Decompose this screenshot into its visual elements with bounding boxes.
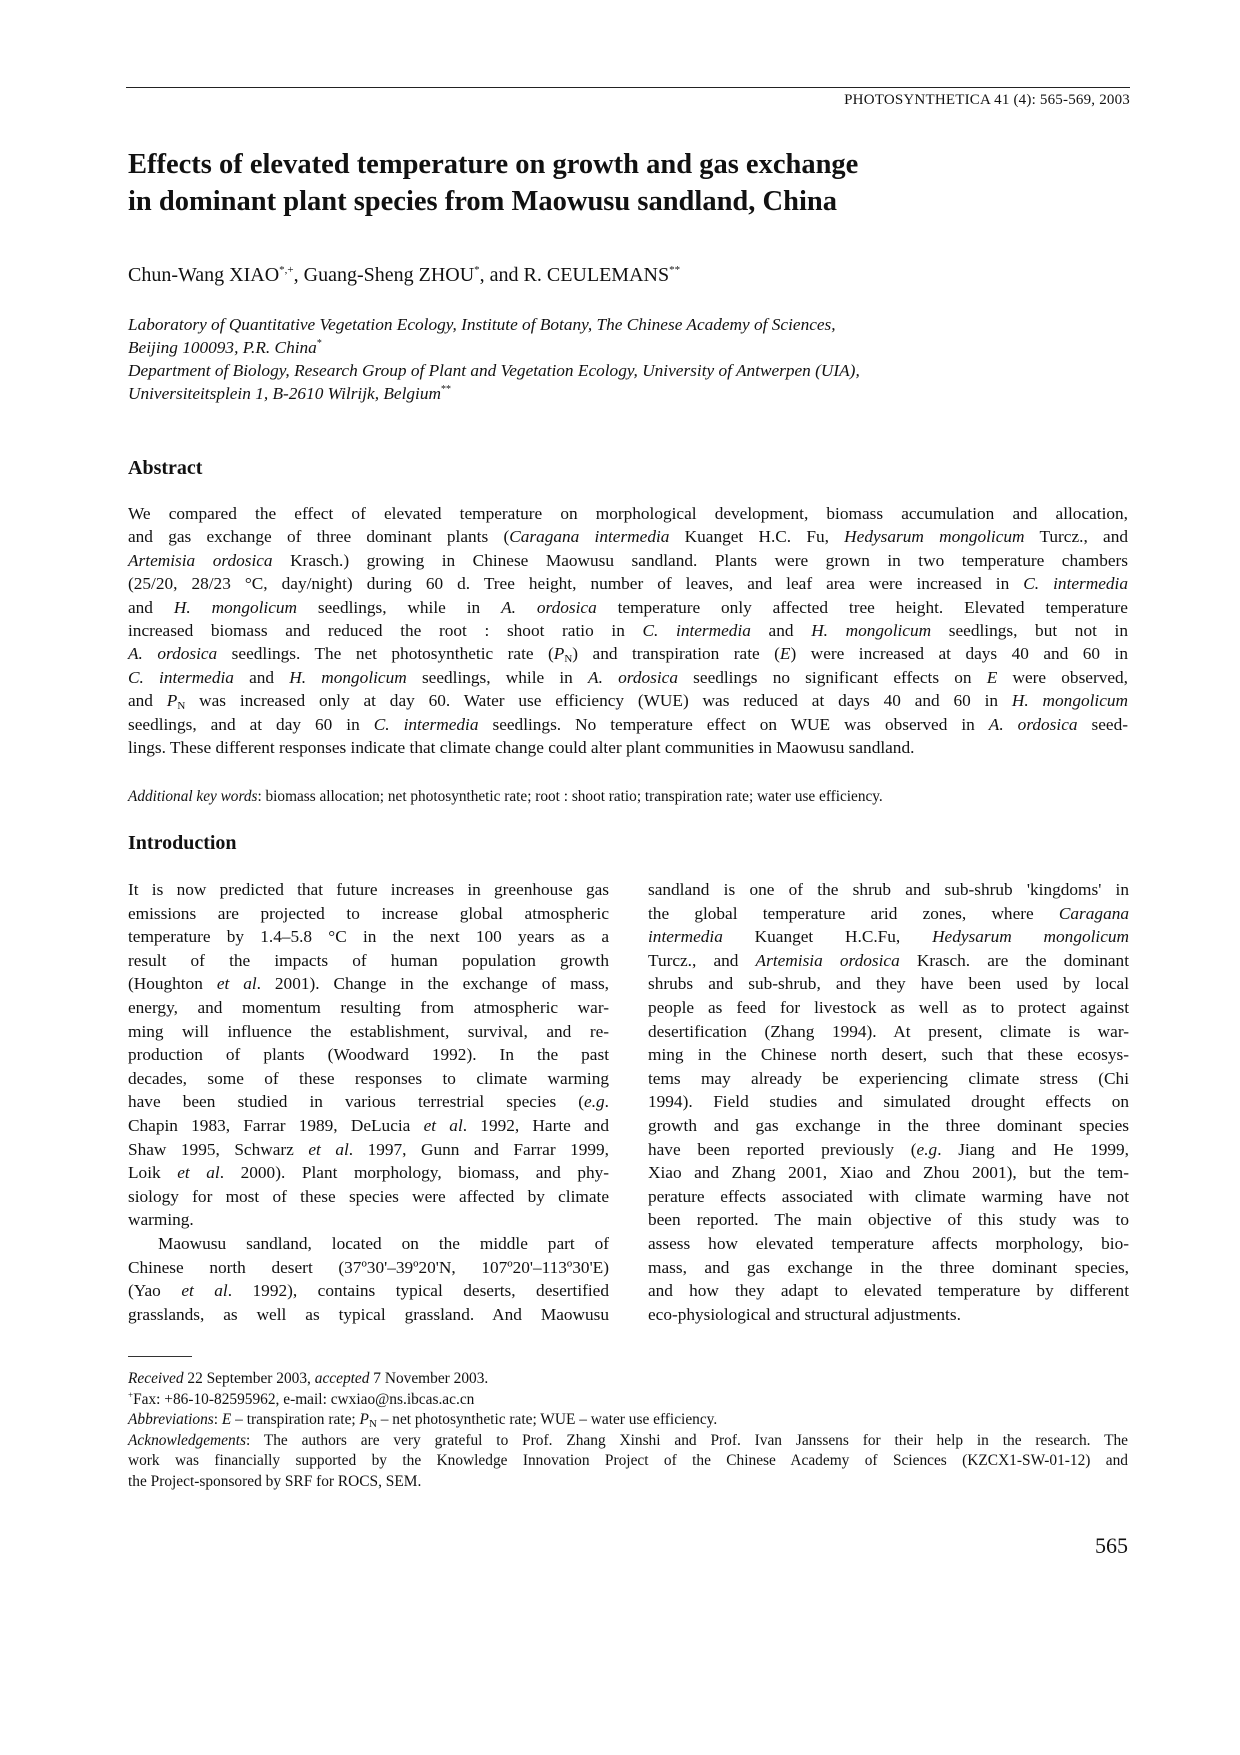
abstract-line: seedlings, and at day 60 in C. intermedia seedlings. No temperature effect on WUE was observed in A. ordosica seed- [128, 714, 1128, 734]
text-line: Loik et al. 2000). Plant morphology, biomass, and phy- [128, 1163, 609, 1183]
text-line: warming. [128, 1210, 194, 1230]
affiliation-line: Laboratory of Quantitative Vegetation Ecology, Institute of Botany, The Chinese Academy of Sciences, [128, 315, 836, 334]
footnotes [128, 1369, 1128, 1493]
text-line: intermedia Kuanget H.C.Fu, Hedysarum mongolicum [648, 927, 1129, 947]
author-list [128, 264, 680, 287]
abstract-line: and $P_N$ was increased only at day 60. Water use efficiency (WUE) was reduced at days 40 and 60 in H. mongolicum [128, 691, 1128, 713]
affiliation-mark: * [316, 338, 322, 349]
footnote-rule [128, 1356, 192, 1357]
text-line: Shaw 1995, Schwarz et al. 1997, Gunn and Farrar 1999, [128, 1139, 609, 1159]
text-line: decades, some of these responses to climate warming [128, 1068, 609, 1088]
abstract-line: increased biomass and reduced the root : shoot ratio in C. intermedia and H. mongolicum seedlings, but not in [128, 620, 1128, 640]
text-line: eco-physiological and structural adjustments. [648, 1304, 961, 1324]
article-title [128, 146, 1128, 220]
text-line: have been studied in various terrestrial species (e.g. [128, 1092, 609, 1112]
text-line: Xiao and Zhang 2001, Xiao and Zhou 2001), but the tem- [648, 1163, 1129, 1183]
text-line: perature effects associated with climate warming have not [648, 1186, 1129, 1206]
affiliation-text: Universiteitsplein 1, B-2610 Wilrijk, Belgium [128, 384, 441, 403]
text-line: Chinese north desert (37º30'–39º20'N, 107º20'–113º30'E) [128, 1257, 609, 1277]
footnote-acknowledgements: Acknowledgements: The authors are very grateful to Prof. Zhang Xinshi and Prof. Ivan Janssens for their help in the research. The [128, 1431, 1128, 1449]
abstract-line: and gas exchange of three dominant plants (Caragana intermedia Kuanget H.C. Fu, Hedysarum mongolicum Turcz., and [128, 527, 1128, 547]
running-head: PHOTOSYNTHETICA 41 (4): 565-569, 2003 [844, 92, 1130, 108]
title-line: in dominant plant species from Maowusu sandland, China [128, 186, 837, 217]
abstract-line: (25/20, 28/23 °C, day/night) during 60 d. Tree height, number of leaves, and leaf area were increased in C. intermedia [128, 574, 1128, 594]
text-line: 1994). Field studies and simulated drought effects on [648, 1092, 1129, 1112]
introduction-heading: Introduction [128, 832, 237, 854]
abstract-line: Artemisia ordosica Krasch.) growing in Chinese Maowusu sandland. Plants were grown in two temperature chambers [128, 550, 1128, 570]
text-line: assess how elevated temperature affects morphology, bio- [648, 1233, 1129, 1253]
abstract-heading: Abstract [128, 457, 203, 479]
footnote-acknowledgements: work was financially supported by the Knowledge Innovation Project of the Chinese Academy of Sciences (KZCX1-SW-01-12) and [128, 1452, 1128, 1470]
affiliation-line: Department of Biology, Research Group of Plant and Vegetation Ecology, University of Antwerpen (UIA), [128, 361, 860, 380]
text-line: have been reported previously (e.g. Jiang and He 1999, [648, 1139, 1129, 1159]
affiliation-line [128, 336, 1128, 359]
keywords-label: Additional key words [128, 788, 258, 805]
header-rule [126, 87, 1130, 88]
intro-right-column [648, 878, 1129, 1326]
text-line: (Houghton et al. 2001). Change in the exchange of mass, [128, 974, 609, 994]
author-mark: ** [669, 264, 681, 276]
footnote-received: Received 22 September 2003, accepted 7 November 2003. [128, 1370, 489, 1387]
text-line: Chapin 1983, Farrar 1989, DeLucia et al. 1992, Harte and [128, 1115, 609, 1135]
text-line: mass, and gas exchange in the three dominant species, [648, 1257, 1129, 1277]
text-line: Maowusu sandland, located on the middle part of [158, 1233, 609, 1253]
abstract-body [128, 502, 1128, 759]
text-line: (Yao et al. 1992), contains typical deserts, desertified [128, 1281, 609, 1301]
footnote-abbreviations: Abbreviations: E – transpiration rate; $P_N$ – net photosynthetic rate; WUE – water use efficiency. [128, 1411, 718, 1431]
abstract-line: A. ordosica seedlings. The net photosynthetic rate $(P_N)$ and transpiration rate (E) were increased at days 40 and 60 in [128, 644, 1128, 666]
text-line: and how they adapt to elevated temperature by different [648, 1281, 1129, 1301]
text-line: the global temperature arid zones, where Caragana [648, 903, 1129, 923]
text-line: been reported. The main objective of this study was to [648, 1210, 1129, 1230]
text-line: temperature by 1.4–5.8 °C in the next 100 years as a [128, 927, 609, 947]
text-line: people as feed for livestock as well as to protect against [648, 997, 1129, 1017]
footnote-fax: +Fax: +86-10-82595962, e-mail: cwxiao@ns.ibcas.ac.cn [128, 1389, 475, 1408]
author-name: Chun-Wang XIAO [128, 264, 280, 286]
abstract-line: C. intermedia and H. mongolicum seedlings, while in A. ordosica seedlings no significant effects on E were observed, [128, 667, 1128, 687]
affiliation-text: Beijing 100093, P.R. China [128, 338, 317, 357]
author-name: , Guang-Sheng ZHOU [293, 264, 475, 286]
text-line: It is now predicted that future increases in greenhouse gas [128, 880, 609, 899]
text-line: growth and gas exchange in the three dominant species [648, 1115, 1129, 1135]
text-line: result of the impacts of human population growth [128, 950, 609, 970]
text-line: Turcz., and Artemisia ordosica Krasch. are the dominant [648, 950, 1130, 970]
title-line: Effects of elevated temperature on growth and gas exchange [128, 149, 859, 180]
affiliations [128, 313, 1128, 405]
text-line: siology for most of these species were affected by climate [128, 1186, 609, 1206]
text-line: sandland is one of the shrub and sub-shrub 'kingdoms' in [648, 880, 1129, 899]
footnote-acknowledgements: the Project-sponsored by SRF for ROCS, SEM. [128, 1472, 422, 1490]
text-line: grasslands, as well as typical grassland. And Maowusu [128, 1304, 609, 1324]
abstract-line: We compared the effect of elevated temperature on morphological development, biomass accumulation and allocation, [128, 504, 1128, 523]
text-line: emissions are projected to increase global atmospheric [128, 903, 609, 923]
keywords [128, 788, 1128, 806]
text-line: energy, and momentum resulting from atmospheric war- [128, 997, 609, 1017]
author-mark: *,+ [279, 264, 294, 276]
text-line: ming in the Chinese north desert, such that these ecosys- [648, 1045, 1129, 1065]
page-number: 565 [1095, 1533, 1128, 1558]
affiliation-line [128, 382, 1128, 405]
affiliation-mark: ** [440, 384, 451, 395]
author-mark: * [474, 264, 480, 276]
text-line: desertification (Zhang 1994). At present, climate is war- [648, 1021, 1129, 1041]
text-line: tems may already be experiencing climate stress (Chi [648, 1068, 1129, 1088]
intro-left-column [128, 878, 609, 1326]
text-line: production of plants (Woodward 1992). In the past [128, 1045, 609, 1065]
abstract-line: lings. These different responses indicate that climate change could alter plant communities in Maowusu sandland. [128, 737, 915, 757]
text-line: shrubs and sub-shrub, and they have been used by local [648, 974, 1129, 994]
text-line: ming will influence the establishment, survival, and re- [128, 1021, 609, 1041]
keywords-text: : biomass allocation; net photosynthetic rate; root : shoot ratio; transpiration rate; water use efficiency. [257, 788, 883, 805]
abstract-line: and H. mongolicum seedlings, while in A. ordosica temperature only affected tree height. Elevated temperature [128, 597, 1128, 617]
author-name: , and R. CEULEMANS [479, 264, 670, 286]
